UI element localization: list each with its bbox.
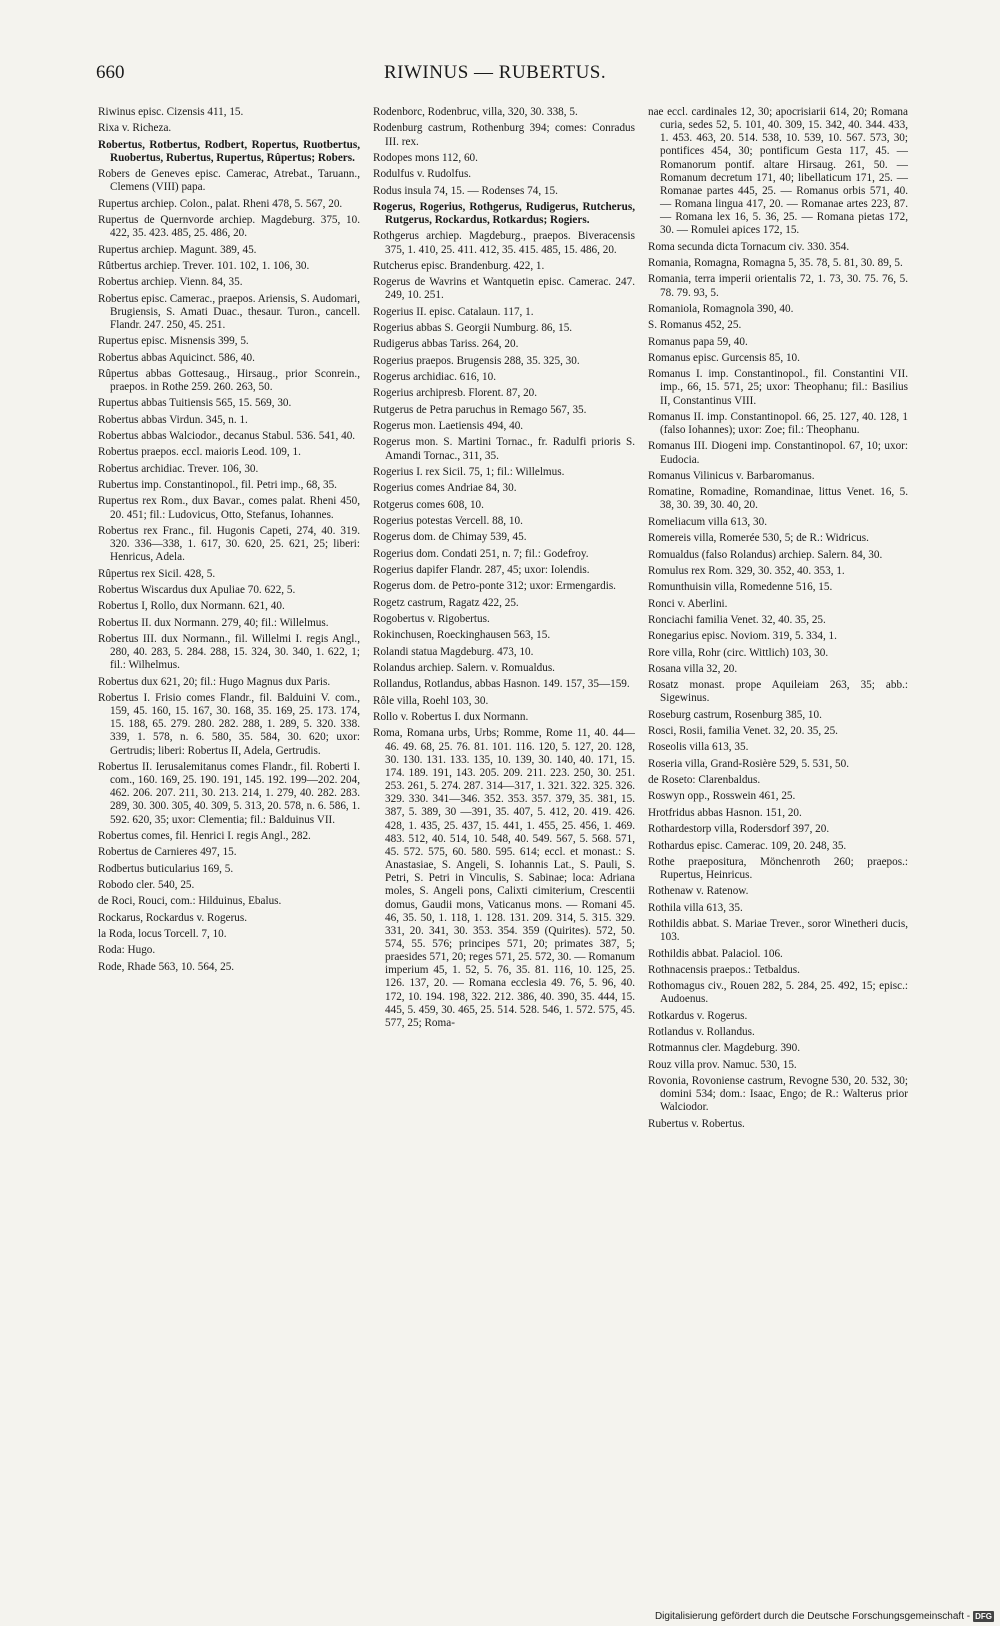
index-entry: Robertus dux 621, 20; fil.: Hugo Magnus dux Paris. [98, 675, 331, 688]
index-entry: Romanus I. imp. Constantinopol., fil. Constantini VII. imp., 66, 15. 571, 25; uxor: Theophanu; fil.: Basilius II, Constantinus VIII. [648, 368, 908, 407]
index-entry: Rosci, Rosii, familia Venet. 32, 20. 35, 25. [648, 725, 838, 738]
index-entry: Rupertus rex Rom., dux Bavar., comes palat. Rheni 450, 20. 451; fil.: Ludovicus, Otto, Stefanus, Iohannes. [98, 495, 360, 521]
index-entry: Roma secunda dicta Tornacum civ. 330. 354. [648, 240, 850, 253]
index-entry: Ronci v. Aberlini. [648, 597, 728, 610]
index-entry: Rogerius I. rex Sicil. 75, 1; fil.: Willelmus. [373, 465, 565, 478]
index-entry: Rollandus, Rotlandus, abbas Hasnon. 149. 157, 35—159. [373, 678, 630, 691]
index-column-1 [98, 106, 360, 977]
index-entry: Robertus praepos. eccl. maioris Leod. 109, 1. [98, 446, 301, 459]
index-entry: Rollo v. Robertus I. dux Normann. [373, 711, 529, 724]
index-entry: Rogerius abbas S. Georgii Numburg. 86, 15. [373, 322, 573, 335]
index-entry: Rothila villa 613, 35. [648, 901, 743, 914]
index-entry: Rogerus de Wavrins et Wantquetin episc. Camerac. 247. 249, 10. 251. [373, 276, 635, 302]
page-number: 660 [96, 62, 125, 83]
index-entry: Rogerius dom. Condati 251, n. 7; fil.: Godefroy. [373, 547, 589, 560]
index-entry: Robertus I. Frisio comes Flandr., fil. Balduini V. com., 159, 45. 160, 15. 167, 30. 168, 35. 169, 25. 173. 174, 15. 188, 65. 279. 280. 282. 288, 1. 289, 5. 320. 338. 339, 1. 578, n. 6. 580, 35. 584, 30. 620; uxor: Gertrudis; liberi: Robertus II, Adela, Gertrudis. [98, 692, 360, 757]
index-entry: Robertus abbas Virdun. 345, n. 1. [98, 413, 248, 426]
index-entry: Romereis villa, Romerée 530, 5; de R.: Widricus. [648, 532, 869, 545]
index-entry: Romaniola, Romagnola 390, 40. [648, 302, 794, 315]
index-entry: Rosana villa 32, 20. [648, 662, 738, 675]
index-entry: Rogerius comes Andriae 84, 30. [373, 482, 517, 495]
index-entry: Riwinus episc. Cizensis 411, 15. [98, 106, 244, 118]
index-entry: Rogerus, Rogerius, Rothgerus, Rudigerus, Rutcherus, Rutgerus, Rockardus, Rotkardus; Rogiers. [373, 200, 635, 227]
index-entry: Robertus de Carnieres 497, 15. [98, 846, 237, 859]
index-entry: Romualdus (falso Rolandus) archiep. Salern. 84, 30. [648, 548, 883, 561]
index-entry: Rudigerus abbas Tariss. 264, 20. [373, 338, 519, 351]
index-entry: Rupertus de Quernvorde archiep. Magdeburg. 375, 10. 422, 35. 423. 485, 25. 486, 20. [98, 214, 360, 240]
index-entry: Rotlandus v. Rollandus. [648, 1026, 755, 1039]
index-entry: Rubertus v. Robertus. [648, 1117, 745, 1130]
index-entry: Rogobertus v. Rigobertus. [373, 613, 490, 626]
index-entry: Romania, terra imperii orientalis 72, 1. 73, 30. 75. 76, 5. 78. 79. 93, 5. [648, 273, 908, 299]
index-entry: Rodenburg castrum, Rothenburg 394; comes: Conradus III. rex. [373, 122, 635, 148]
index-entry: Rôle villa, Roehl 103, 30. [373, 694, 489, 707]
index-entry: Robertus episc. Camerac., praepos. Ariensis, S. Audomari, Brugiensis, S. Amati Duac., thesaur. Turon., cancell. Flandr. 247. 250, 45. 251. [98, 292, 360, 331]
index-entry: Robertus Wiscardus dux Apuliae 70. 622, 5. [98, 583, 296, 596]
index-entry: Rore villa, Rohr (circ. Wittlich) 103, 30. [648, 646, 829, 659]
running-head: RIWINUS — RUBERTUS. [384, 62, 607, 83]
index-entry: Rodus insula 74, 15. — Rodenses 74, 15. [373, 184, 558, 197]
index-entry: de Roci, Rouci, com.: Hilduinus, Ebalus. [98, 895, 282, 908]
index-entry: Rouz villa prov. Namuc. 530, 15. [648, 1058, 797, 1071]
index-entry: Rothgerus archiep. Magdeburg., praepos. Biveracensis 375, 1. 410, 25. 411. 412, 35. 415. 485, 15. 486, 20. [373, 230, 635, 256]
index-entry: Robertus I, Rollo, dux Normann. 621, 40. [98, 600, 285, 613]
index-entry: Rupertus episc. Misnensis 399, 5. [98, 335, 249, 348]
index-entry: Romanus episc. Gurcensis 85, 10. [648, 351, 800, 364]
index-entry: Rogerius praepos. Brugensis 288, 35. 325, 30. [373, 354, 580, 367]
index-entry: Robertus archiep. Vienn. 84, 35. [98, 276, 243, 289]
index-entry: Romunthuisin villa, Romedenne 516, 15. [648, 581, 833, 594]
index-entry: Rutgerus de Petra paruchus in Remago 567, 35. [373, 403, 587, 416]
index-entry: Rolandus archiep. Salern. v. Romualdus. [373, 662, 555, 675]
index-entry: Rogerus dom. de Petro-ponte 312; uxor: Ermengardis. [373, 580, 616, 593]
index-entry: Ronciachi familia Venet. 32, 40. 35, 25. [648, 613, 826, 626]
index-entry: Rogerius potestas Vercell. 88, 10. [373, 515, 523, 527]
index-entry: Rotkardus v. Rogerus. [648, 1009, 748, 1022]
index-entry: Rogerius dapifer Flandr. 287, 45; uxor: Iolendis. [373, 564, 590, 577]
index-entry: Rodbertus buticularius 169, 5. [98, 862, 234, 875]
index-entry: Rûtbertus archiep. Trever. 101. 102, 1. 106, 30. [98, 259, 310, 272]
index-entry: Roseolis villa 613, 35. [648, 741, 749, 754]
index-entry: Rubertus imp. Constantinopol., fil. Petri imp., 68, 35. [98, 479, 337, 492]
index-entry: S. Romanus 452, 25. [648, 319, 742, 332]
index-entry: la Roda, locus Torcell. 7, 10. [98, 928, 227, 940]
index-entry: Romulus rex Rom. 329, 30. 352, 40. 353, 1. [648, 564, 845, 577]
index-entry: Romanus papa 59, 40. [648, 335, 748, 348]
index-entry: Romania, Romagna, Romagna 5, 35. 78, 5. 81, 30. 89, 5. [648, 257, 903, 270]
index-column-3 [648, 106, 908, 1134]
index-entry: Romeliacum villa 613, 30. [648, 515, 768, 528]
index-entry: Rothe praepositura, Mönchenroth 260; praepos.: Rupertus, Heinricus. [648, 855, 908, 881]
index-entry: Roma, Romana urbs, Urbs; Romme, Rome 11, 40. 44—46. 49. 68, 25. 76. 81. 101. 116. 120, 5. 127, 20. 128, 30. 130. 131. 133. 135, 10. 139, 30. 140, 40. 171, 15. 174. 189. 191, 143. 205. 209. 211. 223. 250, 30. 251. 253. 261, 5. 274. 287. 314—317, 1. 321. 322. 325. 326. 329. 330. 341—346. 352. 353. 357. 379, 35. 381, 15. 387, 5. 389, 30 —391, 35. 407, 5. 412, 20. 419. 426. 428, 1. 435, 25. 437, 15. 441, 1. 455, 25. 456, 1. 469. 483. 512, 40. 514, 10. 548, 40. 549. 567, 5. 568. 571, 45. 572. 575, 60. 580. 595. 614; eccl. et monast.: S. Anastasiae, S. Angeli, S. Iohannis Lat., S. Pauli, S. Petri, S. Petri in Vinculis, S. Sabinae; loca: Adriana moles, S. Angeli pons, Calixti cimiterium, Crescentii domus, Gaudii mons, Vaticanus mons. — Romani 45. 46, 35. 50, 1. 118, 1. 128. 131. 209. 314, 5. 315. 329. 331, 20. 341, 30. 353. 354. 359 (Quirites). 572, 50. 574, 55. 576; principes 571, 20; primates 387, 5; praesides 571, 20; reges 571, 25. 572, 30. — Romanum imperium 45, 1. 52, 5. 76, 35. 81. 116, 10. 125, 25. 126. 137, 20. — Romana ecclesia 49. 76, 5. 96, 40. 172, 10. 194. 198, 322. 212. 386, 40. 390, 35. 444, 15. 445, 5. 459, 30. 465, 25. 514. 528. 546, 1. 572. 575, 45. 577, 25; Roma- [373, 727, 635, 1029]
index-entry: Robertus comes, fil. Henrici I. regis Angl., 282. [98, 829, 311, 842]
index-entry: Robertus abbas Aquicinct. 586, 40. [98, 351, 255, 364]
index-entry: Rodulfus v. Rudolfus. [373, 168, 472, 181]
index-entry: Romanus Vilinicus v. Barbaromanus. [648, 469, 815, 482]
index-entry: Rogetz castrum, Ragatz 422, 25. [373, 596, 519, 609]
index-entry: Hrotfridus abbas Hasnon. 151, 20. [648, 806, 802, 819]
index-entry: Roseria villa, Grand-Rosière 529, 5. 531, 50. [648, 757, 850, 770]
index-entry: Rothildis abbat. Palaciol. 106. [648, 947, 783, 960]
index-entry: Rothardestorp villa, Rodersdorf 397, 20. [648, 823, 830, 836]
index-entry: Rûpertus rex Sicil. 428, 5. [98, 567, 216, 580]
index-entry: Robertus III. dux Normann., fil. Willelmi I. regis Angl., 280, 40. 283, 5. 284. 288, 15. 324, 30. 340, 1. 622, 1; fil.: Wilhelmus. [98, 633, 360, 672]
index-entry: Rode, Rhade 563, 10. 564, 25. [98, 960, 235, 973]
index-entry: Rosatz monast. prope Aquileiam 263, 35; abb.: Sigewinus. [648, 679, 908, 705]
index-entry: Rogerus archidiac. 616, 10. [373, 371, 497, 384]
index-entry: Roseburg castrum, Rosenburg 385, 10. [648, 708, 822, 721]
index-entry: Robertus II. Ierusalemitanus comes Flandr., fil. Roberti I. com., 160. 169, 25. 190. 191, 145. 192. 199—202. 204, 462. 206. 207. 211, 30. 213. 214, 1. 279, 40. 282. 283. 289, 30. 300. 305, 40. 309, 5. 313, 20. 578, n. 6. 586, 1. 592. 620, 35; uxor: Clementia; fil.: Balduinus VII. [98, 760, 360, 826]
index-entry: Rogerius II. episc. Catalaun. 117, 1. [373, 305, 534, 318]
index-entry: Robers de Geneves episc. Camerac, Atrebat., Taruann., Clemens (VIII) papa. [98, 168, 360, 194]
index-entry: Rogerius archipresb. Florent. 87, 20. [373, 387, 538, 400]
index-entry: Rupertus archiep. Magunt. 389, 45. [98, 243, 257, 256]
index-entry: Rogerus mon. S. Martini Tornac., fr. Radulfi prioris S. Amandi Tornac., 311, 35. [373, 436, 635, 462]
index-entry: Robodo cler. 540, 25. [98, 878, 195, 891]
index-entry: Robertus archidiac. Trever. 106, 30. [98, 462, 259, 475]
index-entry: Robertus rex Franc., fil. Hugonis Capeti, 274, 40. 319. 320. 336—338, 1. 617, 30. 620, 25. 621, 25; liberi: Henricus, Adela. [98, 524, 360, 564]
index-entry: Rothildis abbat. S. Mariae Trever., soror Winetheri ducis, 103. [648, 918, 908, 944]
index-column-2 [373, 106, 635, 1033]
index-entry: Rupertus abbas Tuitiensis 565, 15. 569, 30. [98, 397, 292, 410]
index-entry: Rothardus episc. Camerac. 109, 20. 248, 35. [648, 839, 847, 852]
index-entry: Roswyn opp., Rosswein 461, 25. [648, 790, 796, 803]
index-entry: Rupertus archiep. Colon., palat. Rheni 478, 5. 567, 20. [98, 197, 343, 210]
index-entry: Rothenaw v. Ratenow. [648, 885, 749, 898]
index-entry: Rutcherus episc. Brandenburg. 422, 1. [373, 259, 545, 272]
index-entry: Rûpertus abbas Gottesaug., Hirsaug., prior Sconrein., praepos. in Rothe 259. 260. 263, 50. [98, 367, 360, 394]
dfg-logo: DFG [975, 1611, 992, 1621]
index-entry: nae eccl. cardinales 12, 30; apocrisiarii 614, 20; Romana curia, sedes 52, 5. 101, 40. 309, 15. 342, 40. 344. 433, 1. 453. 463, 20. 514. 538, 10. 539, 10. 567. 573, 30; pontifices 454, 30; pontificum Gesta 117, 45. — Romanorum pontif. altare Hirsaug. 261, 50. — Romanum decretum 171, 40; libellaticum 171, 25. — Romanae partes 445, 25. — Romanus orbis 571, 40. — Romana lingua 417, 20. — Romanae artes 223, 87. — Romana lex 16, 5. 36, 25. — Romana pietas 172, 30. — Romulei apices 172, 15. [648, 106, 908, 237]
index-entry: Ronegarius episc. Noviom. 319, 5. 334, 1. [648, 630, 837, 643]
footer-credit [655, 1608, 994, 1624]
index-entry: Rogerus mon. Laetiensis 494, 40. [373, 420, 524, 433]
index-entry: de Roseto: Clarenbaldus. [648, 774, 761, 787]
index-entry: Rovonia, Rovoniense castrum, Revogne 530, 20. 532, 30; domini 534; dom.: Isaac, Engo; de R.: Walterus prior Walciodor. [648, 1075, 908, 1114]
index-entry: Rodenborc, Rodenbruc, villa, 320, 30. 338, 5. [373, 106, 578, 118]
index-entry: Robertus II. dux Normann. 279, 40; fil.: Willelmus. [98, 616, 329, 629]
index-entry: Robertus, Rotbertus, Rodbert, Ropertus, Ruotbertus, Ruobertus, Rubertus, Rupertus, Rûpertus; Robers. [98, 138, 360, 164]
index-entry: Rockarus, Rockardus v. Rogerus. [98, 911, 248, 924]
index-entry: Rothomagus civ., Rouen 282, 5. 284, 25. 492, 15; episc.: Audoenus. [648, 980, 908, 1006]
index-entry: Robertus abbas Walciodor., decanus Stabul. 536. 541, 40. [98, 430, 356, 443]
index-entry: Roda: Hugo. [98, 944, 156, 957]
index-entry: Rotgerus comes 608, 10. [373, 498, 484, 511]
index-entry: Rokinchusen, Roeckinghausen 563, 15. [373, 629, 551, 642]
index-entry: Rodopes mons 112, 60. [373, 151, 478, 164]
page-header [0, 62, 1000, 92]
index-entry: Romanus II. imp. Constantinopol. 66, 25. 127, 40. 128, 1 (falso Iohannes); uxor: Zoe; fil.: Theophanu. [648, 410, 908, 437]
index-entry: Rolandi statua Magdeburg. 473, 10. [373, 645, 534, 658]
index-entry: Rothnacensis praepos.: Tetbaldus. [648, 963, 800, 976]
index-entry: Rogerus dom. de Chimay 539, 45. [373, 531, 527, 544]
index-entry: Rixa v. Richeza. [98, 122, 172, 135]
index-entry: Romanus III. Diogeni imp. Constantinopol. 67, 10; uxor: Eudocia. [648, 440, 908, 466]
index-entry: Rotmannus cler. Magdeburg. 390. [648, 1042, 801, 1055]
index-entry: Romatine, Romadine, Romandinae, littus Venet. 16, 5. 38, 30. 39, 30. 40, 20. [648, 486, 908, 512]
footer-text: Digitalisierung gefördert durch die Deutsche Forschungsgemeinschaft - [654, 1610, 971, 1622]
